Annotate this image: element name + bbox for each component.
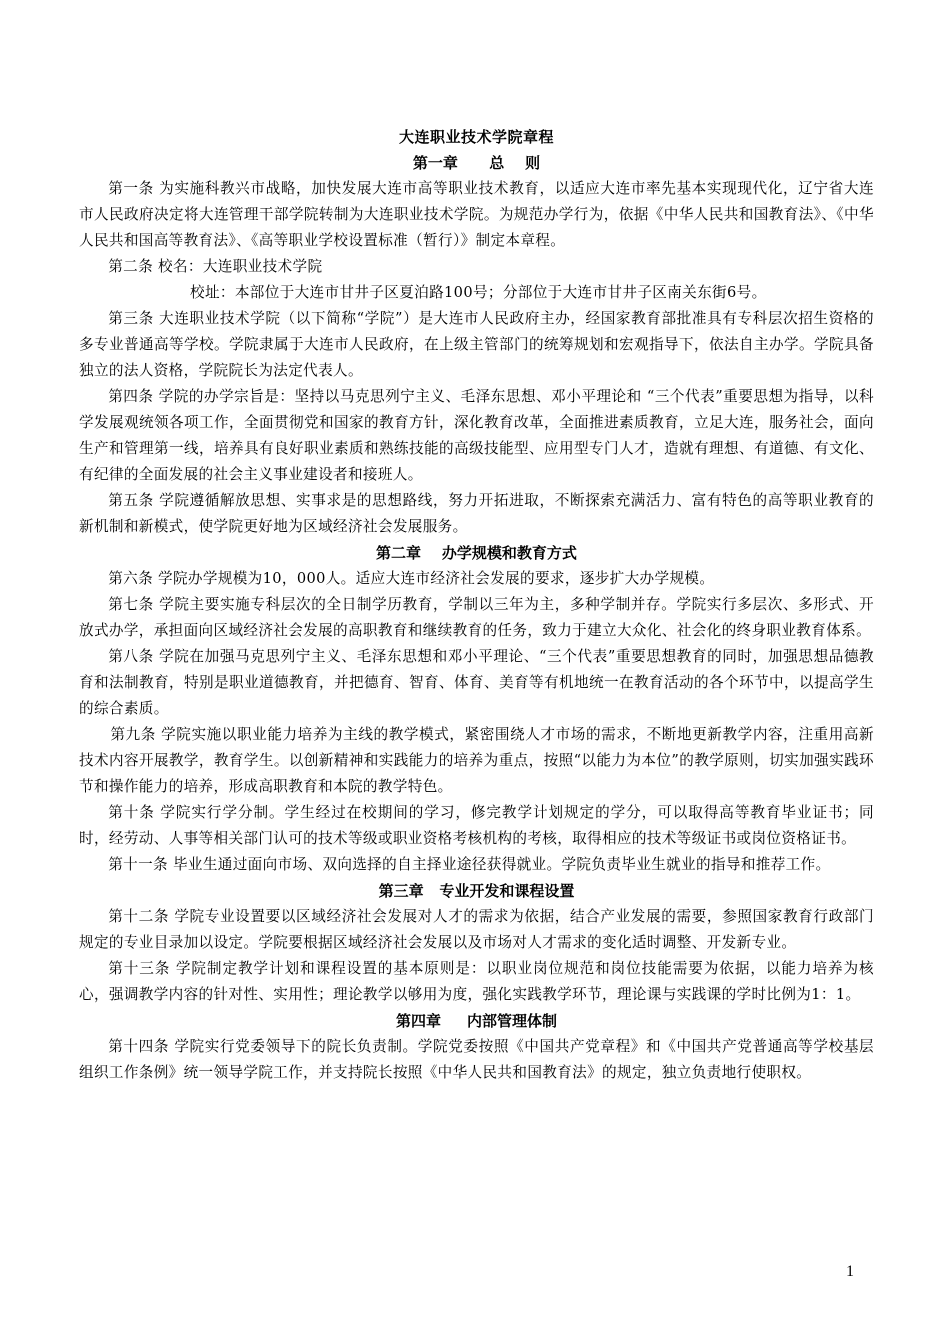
- document-body: [79, 150, 874, 1086]
- chapter-heading: 第二章 办学规模和教育方式: [376, 544, 577, 562]
- article-paragraph: 第二条 校名：大连职业技术学院: [108, 258, 323, 275]
- chapter-heading: 第四章 内部管理体制: [395, 1012, 558, 1030]
- article-paragraph: 第十条 学院实行学分制。学生经过在校期间的学习，修完教学计划规定的学分，可以取得高等教育毕业证书；同时，经劳动、人事等相关部门认可的技术等级或职业资格考核机构的考核，取得相应的技术等级证书或岗位资格证书。: [79, 804, 874, 847]
- address-line: 校址：本部位于大连市甘井子区夏泊路100号；分部位于大连市甘井子区南关东街6号。: [190, 284, 767, 301]
- article-paragraph: 第七条 学院主要实施专科层次的全日制学历教育，学制以三年为主，多种学制并存。学院实行多层次、多形式、开放式办学，承担面向区域经济社会发展的高职教育和继续教育的任务，致力于建立大众化、社会化的终身职业教育体系。: [79, 596, 874, 639]
- page-number: 1: [846, 1263, 854, 1280]
- article-paragraph: 第三条 大连职业技术学院（以下简称“学院”）是大连市人民政府主办，经国家教育部批准具有专科层次招生资格的多专业普通高等学校。学院隶属于大连市人民政府，在上级主管部门的统筹规划和宏观指导下，依法自主办学。学院具备独立的法人资格，学院院长为法定代表人。: [79, 310, 874, 379]
- article-paragraph: 第六条 学院办学规模为10，000人。适应大连市经济社会发展的要求，逐步扩大办学规模。: [108, 570, 715, 587]
- article-paragraph: 第五条 学院遵循解放思想、实事求是的思想路线，努力开拓进取，不断探索充满活力、富有特色的高等职业教育的新机制和新模式，使学院更好地为区域经济社会发展服务。: [79, 492, 874, 535]
- article-paragraph: 第四条 学院的办学宗旨是：坚持以马克思列宁主义、毛泽东思想、邓小平理论和 “三个代表”重要思想为指导，以科学发展观统领各项工作，全面贯彻党和国家的教育方针，深化教育改革，全面推进素质教育，立足大连，服务社会，面向生产和管理第一线，培养具有良好职业素质和熟练技能的高级技能型、应用型专门人才，造就有理想、有道德、有文化、有纪律的全面发展的社会主义事业建设者和接班人。: [79, 388, 874, 483]
- article-paragraph: 第十四条 学院实行党委领导下的院长负责制。学院党委按照《中国共产党章程》和《中国共产党普通高等学校基层组织工作条例》统一领导学院工作，并支持院长按照《中华人民共和国教育法》的规定，独立负责地行使职权。: [79, 1038, 874, 1081]
- article-paragraph: 第八条 学院在加强马克思列宁主义、毛泽东思想和邓小平理论、“三个代表”重要思想教育的同时，加强思想品德教育和法制教育，特别是职业道德教育，并把德育、智育、体育、美育等有机地统一在教育活动的各个环节中，以提高学生的综合素质。: [79, 648, 874, 717]
- article-paragraph: 第九条 学院实施以职业能力培养为主线的教学模式，紧密围绕人才市场的需求，不断地更新教学内容，注重用高新技术内容开展教学，教育学生。以创新精神和实践能力的培养为重点，按照“以能力为本位”的教学原则，切实加强实践环节和操作能力的培养，形成高职教育和本院的教学特色。: [79, 726, 874, 795]
- chapter-heading: 第三章 专业开发和课程设置: [378, 882, 575, 900]
- chapter-heading: 第一章 总 则: [412, 154, 541, 172]
- article-paragraph: 第一条 为实施科教兴市战略，加快发展大连市高等职业技术教育，以适应大连市率先基本实现现代化，辽宁省大连市人民政府决定将大连管理干部学院转制为大连职业技术学院。为规范办学行为，依据《中华人民共和国教育法》、《中华人民共和国高等教育法》、《高等职业学校设置标准（暂行）》制定本章程。: [79, 180, 874, 249]
- article-paragraph: 第十一条 毕业生通过面向市场、双向选择的自主择业途径获得就业。学院负责毕业生就业的指导和推荐工作。: [108, 856, 831, 873]
- article-paragraph: 第十二条 学院专业设置要以区域经济社会发展对人才的需求为依据，结合产业发展的需要，参照国家教育行政部门规定的专业目录加以设定。学院要根据区域经济社会发展以及市场对人才需求的变化适时调整、开发新专业。: [79, 908, 874, 951]
- document-title: 大连职业技术学院章程: [398, 128, 554, 146]
- document-page: [79, 124, 874, 1086]
- article-paragraph: 第十三条 学院制定教学计划和课程设置的基本原则是：以职业岗位规范和岗位技能需要为依据，以能力培养为核心，强调教学内容的针对性、实用性；理论教学以够用为度，强化实践教学环节，理论课与实践课的学时比例为1：1。: [79, 960, 874, 1003]
